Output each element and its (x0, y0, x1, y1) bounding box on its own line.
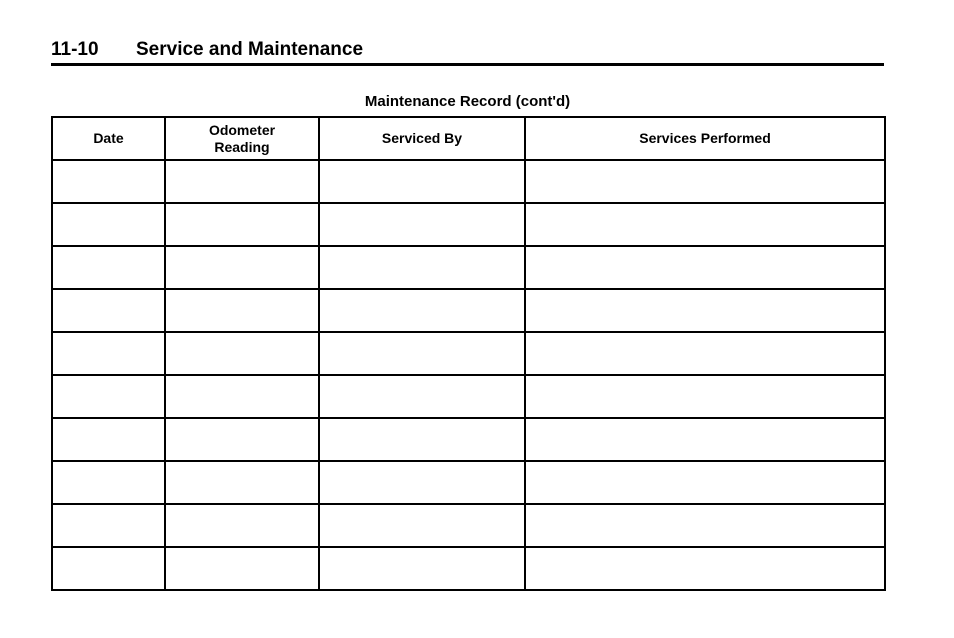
table-row (52, 461, 885, 504)
date-cell (52, 289, 165, 332)
date-cell (52, 461, 165, 504)
table-header-row (52, 117, 885, 160)
page-header (51, 38, 884, 62)
column-header-line: Date (93, 130, 124, 146)
serviced-by-cell (319, 246, 525, 289)
column-header-odometer-reading (165, 117, 319, 160)
serviced-by-cell (319, 289, 525, 332)
date-cell (52, 203, 165, 246)
odometer-reading-cell (165, 246, 319, 289)
column-header-line: Reading (214, 138, 270, 155)
odometer-reading-cell (165, 504, 319, 547)
serviced-by-cell (319, 461, 525, 504)
column-header-line: Serviced By (381, 130, 463, 146)
date-cell (52, 332, 165, 375)
date-cell (52, 246, 165, 289)
services-performed-cell (525, 418, 885, 461)
column-header-services-performed (525, 117, 885, 160)
serviced-by-cell (319, 375, 525, 418)
serviced-by-cell (319, 203, 525, 246)
services-performed-cell (525, 375, 885, 418)
services-performed-cell (525, 547, 885, 590)
odometer-reading-cell (165, 375, 319, 418)
serviced-by-cell (319, 332, 525, 375)
column-header-line: Services Performed (639, 130, 771, 146)
serviced-by-cell (319, 504, 525, 547)
odometer-reading-cell (165, 289, 319, 332)
table-row (52, 246, 885, 289)
odometer-reading-cell (165, 547, 319, 590)
table-row (52, 547, 885, 590)
column-header-date (52, 117, 165, 160)
section-title: Service and Maintenance (136, 39, 364, 60)
services-performed-cell (525, 504, 885, 547)
date-cell (52, 418, 165, 461)
services-performed-cell (525, 246, 885, 289)
services-performed-cell (525, 289, 885, 332)
table-row (52, 332, 885, 375)
table-row (52, 160, 885, 203)
date-cell (52, 375, 165, 418)
services-performed-cell (525, 461, 885, 504)
column-header-serviced-by (319, 117, 525, 160)
date-cell (52, 547, 165, 590)
services-performed-cell (525, 160, 885, 203)
services-performed-cell (525, 203, 885, 246)
table-row (52, 418, 885, 461)
odometer-reading-cell (165, 461, 319, 504)
table-row (52, 203, 885, 246)
date-cell (52, 160, 165, 203)
serviced-by-cell (319, 547, 525, 590)
serviced-by-cell (319, 418, 525, 461)
odometer-reading-cell (165, 418, 319, 461)
services-performed-cell (525, 332, 885, 375)
table-title: Maintenance Record (cont'd) (364, 93, 571, 110)
odometer-reading-cell (165, 160, 319, 203)
table-row (52, 375, 885, 418)
header-rule (51, 63, 884, 66)
odometer-reading-cell (165, 203, 319, 246)
table-body (52, 160, 885, 590)
odometer-reading-cell (165, 332, 319, 375)
page-number: 11-10 (51, 39, 99, 60)
serviced-by-cell (319, 160, 525, 203)
table-row (52, 289, 885, 332)
date-cell (52, 504, 165, 547)
table-row (52, 504, 885, 547)
column-header-line: Odometer (208, 121, 276, 138)
maintenance-record-table (51, 116, 886, 591)
